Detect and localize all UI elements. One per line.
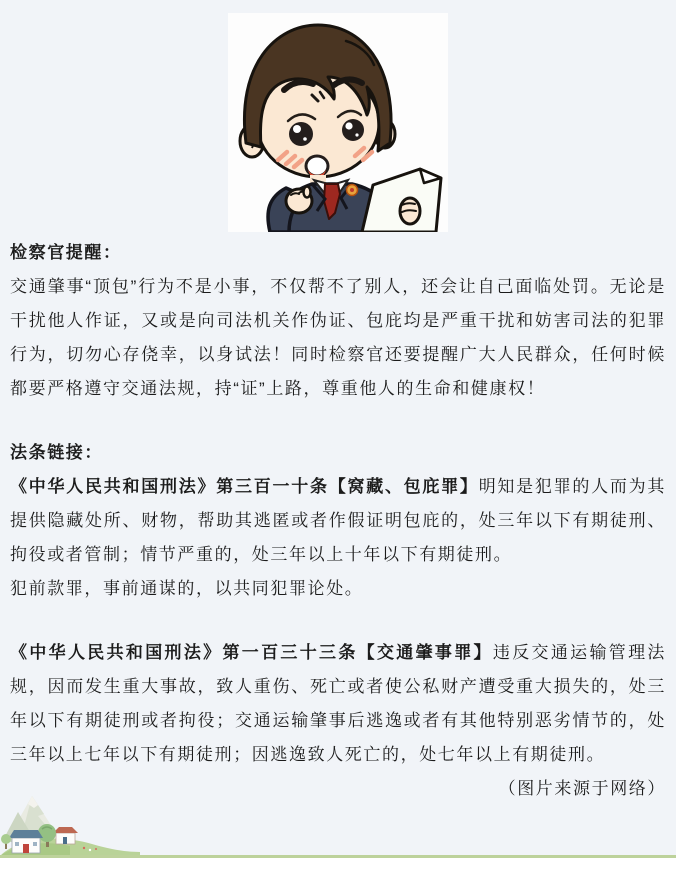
prosecutor-cartoon-image [0, 0, 676, 232]
footer-white-strip [0, 858, 676, 869]
reminder-paragraph: 交通肇事“顶包”行为不是小事，不仅帮不了别人，还会让自己面临处罚。无论是干扰他人作证，又或是向司法机关作伪证、包庇均是严重干扰和妨害司法的犯罪行为，切勿心存侥幸，以身试法！同时检察官还要提醒广大人民群众，任何时候都要严格遵守交通法规，持“证”上路，尊重他人的生命和健康权！ [10, 277, 666, 398]
village-illustration [0, 794, 140, 856]
article-body [0, 232, 676, 806]
law-article-310-paragraph [10, 470, 666, 572]
law-article-133-text: 违反交通运输管理法规，因而发生重大事故，致人重伤、死亡或者使公私财产遭受重大损失的，处三年以下有期徒刑或者拘役；交通运输肇事后逃逸或者有其他特别恶劣情节的，处三年以上七年以下有期徒刑；因逃逸致人死亡的，处七年以上有期徒刑。 [10, 643, 666, 764]
law-article-310-text: 明知是犯罪的人而为其提供隐藏处所、财物，帮助其逃匿或者作假证明包庇的，处三年以下有期徒刑、拘役或者管制；情节严重的，处三年以上十年以下有期徒刑。 [10, 477, 667, 564]
law-article-133-title: 《中华人民共和国刑法》第一百三十三条【交通肇事罪】 [10, 643, 493, 662]
law-links-heading: 法条链接： [10, 443, 103, 462]
law-article-133-paragraph [10, 636, 666, 772]
law-article-310-extra: 犯前款罪，事前通谋的，以共同犯罪论处。 [10, 579, 364, 598]
image-credit-note: （图片来源于网络） [498, 779, 666, 798]
law-article-310-title: 《中华人民共和国刑法》第三百一十条【窝藏、包庇罪】 [10, 477, 479, 496]
village-hill-icon [0, 794, 140, 856]
prosecutor-cartoon-icon [228, 13, 448, 232]
reminder-heading: 检察官提醒： [10, 243, 122, 262]
